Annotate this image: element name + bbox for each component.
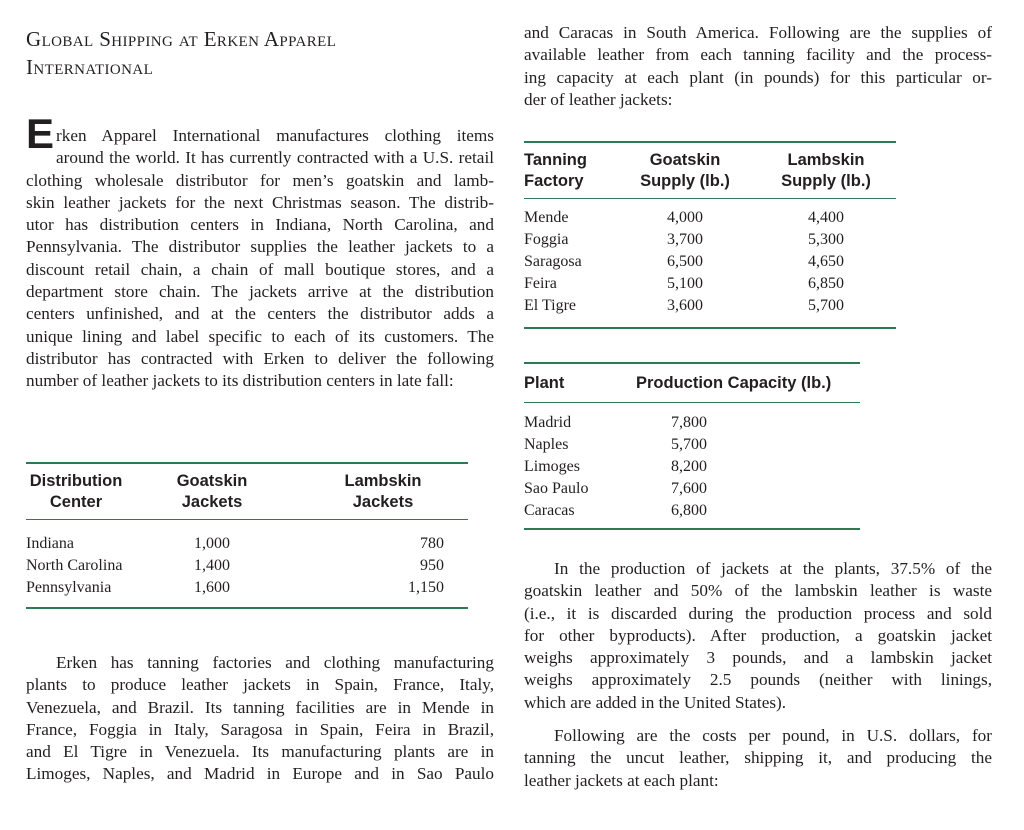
case-title-line-2: International [26,55,154,79]
drop-cap: E [26,110,55,157]
cell-lambskin-supply: 6,850 [808,275,844,292]
paragraph-line: plants to produce leather jackets in Spain, France, Italy, [26,675,494,695]
header-tanning-factory [524,150,614,192]
distribution-table-header [26,464,468,520]
table-row [524,229,896,251]
cell-factory: Feira [524,275,557,292]
header-line: Supply (lb.) [640,171,730,190]
table-row [524,434,860,456]
cell-plant: Caracas [524,502,575,519]
header-line: Distribution [29,471,123,490]
cell-capacity: 7,800 [671,414,707,431]
header-line: Lambskin [787,150,865,169]
intro-line: utor has distribution centers in Indiana, North Carolina, and [26,215,494,235]
intro-line: centers unfinished, and at the centers the distributor adds a [26,304,494,324]
paragraph-line: weighs approximately 3 pounds, and a lambskin jacket [524,648,992,668]
cell-factory: Mende [524,209,569,226]
paragraph-line: for other byproducts). After production, a goatskin jacket [524,625,992,645]
intro-line: number of leather jackets to its distribution centers in late fall: [26,371,454,391]
header-line: Lambskin [344,471,422,490]
table-row [524,273,896,295]
paragraph-line: tanning the uncut leather, shipping it, and producing the [524,748,992,768]
cell-goatskin: 1,000 [194,535,230,552]
intro-line: rken Apparel International manufactures clothing items [56,126,494,145]
paragraph-line: goatskin leather and 50% of the lambskin leather is waste [524,581,992,601]
paragraph-line: (i.e., it is discarded during the production process and sold [524,603,992,623]
table-row [26,555,468,577]
distribution-table [26,462,468,609]
cell-factory: Foggia [524,231,569,248]
cell-lambskin-supply: 4,400 [808,209,844,226]
header-distribution-center [26,471,126,513]
intro-line: clothing wholesale distributor for men’s goatskin and lamb- [26,170,494,190]
header-plant: Plant [524,373,565,392]
paragraph-line: ing capacity at each plant (in pounds) for this particular or- [524,67,992,87]
paragraph-line: Erken has tanning factories and clothing manufacturing [56,653,494,672]
distribution-table-body [26,520,468,607]
cell-center: Pennsylvania [26,579,112,596]
cell-capacity: 5,700 [671,436,707,453]
cell-goatskin-supply: 5,100 [667,275,703,292]
cell-lambskin: 1,150 [408,579,444,596]
header-goatskin-supply [614,150,756,192]
header-line: Factory [524,171,584,190]
paragraph-line: which are added in the United States). [524,692,787,712]
paragraph-line: weighs approximately 2.5 pounds (neither with linings, [524,670,992,690]
header-line: Tanning [524,150,587,169]
table-row [524,207,896,229]
paragraph-3 [524,558,992,714]
cell-plant: Sao Paulo [524,480,589,497]
header-line: Jackets [181,492,243,511]
tanning-table-header [524,143,896,199]
plant-capacity-table [524,362,860,530]
cell-goatskin-supply: 3,600 [667,297,703,314]
header-lambskin-jackets [298,471,468,513]
cell-goatskin: 1,400 [194,557,230,574]
header-line: Goatskin [176,471,248,490]
table-row [524,295,896,317]
cell-lambskin-supply: 4,650 [808,253,844,270]
cell-center: North Carolina [26,557,123,574]
intro-paragraph [26,112,494,393]
cell-factory: El Tigre [524,297,577,314]
case-title-line-1: Global Shipping at Erken Apparel [26,27,337,51]
cell-lambskin-supply: 5,300 [808,231,844,248]
table-row [524,456,860,478]
intro-line: discount retail chain, a chain of mall boutique stores, and a [26,259,494,279]
case-title [26,25,336,81]
cell-capacity: 7,600 [671,480,707,497]
paragraph-line: Venezuela, and Brazil. Its tanning facilities are in Mende in [26,697,494,717]
cell-goatskin-supply: 4,000 [667,209,703,226]
cell-plant: Madrid [524,414,572,431]
paragraph-line: In the production of jackets at the plants, 37.5% of the [554,559,992,578]
header-line: Goatskin [649,150,721,169]
cell-lambskin: 950 [420,557,444,574]
cell-goatskin-supply: 3,700 [667,231,703,248]
intro-line: Pennsylvania. The distributor supplies the leather jackets to a [26,237,494,257]
header-lambskin-supply [756,150,896,192]
paragraph-line: France, Foggia in Italy, Saragosa in Spain, Feira in Brazil, [26,719,494,739]
table-row [524,412,860,434]
header-goatskin-jackets [126,471,298,513]
header-line: Center [49,492,103,511]
intro-line: distributor has contracted with Erken to deliver the following [26,348,494,368]
paragraph-line: leather jackets at each plant: [524,770,719,790]
plant-table-body [524,403,860,528]
paragraph-2-continued [524,22,992,111]
cell-capacity: 8,200 [671,458,707,475]
paragraph-line: and Caracas in South America. Following are the supplies of [524,23,992,42]
cell-plant: Limoges [524,458,580,475]
paragraph-line: Following are the costs per pound, in U.S. dollars, for [554,726,992,745]
header-line: Supply (lb.) [781,171,871,190]
tanning-table-body [524,199,896,327]
table-row [524,478,860,500]
paragraph-line: der of leather jackets: [524,89,673,109]
tanning-supply-table [524,141,896,329]
paragraph-4 [524,725,992,792]
cell-center: Indiana [26,535,74,552]
table-row [524,500,860,522]
intro-line: around the world. It has currently contracted with a U.S. retail [56,148,494,168]
cell-goatskin: 1,600 [194,579,230,596]
cell-capacity: 6,800 [671,502,707,519]
paragraph-line: Limoges, Naples, and Madrid in Europe and in Sao Paulo [26,764,494,784]
cell-lambskin-supply: 5,700 [808,297,844,314]
table-row [26,577,468,599]
intro-line: unique lining and label specific to each of its customers. The [26,326,494,346]
paragraph-2 [26,652,494,786]
cell-goatskin-supply: 6,500 [667,253,703,270]
cell-plant: Naples [524,436,569,453]
paragraph-line: and El Tigre in Venezuela. Its manufacturing plants are in [26,742,494,762]
table-row [524,251,896,273]
header-production-capacity: Production Capacity (lb.) [636,373,832,392]
cell-factory: Saragosa [524,253,582,270]
cell-lambskin: 780 [420,535,444,552]
paragraph-line: available leather from each tanning facility and the process- [524,45,992,65]
header-line: Jackets [352,492,414,511]
intro-line: skin leather jackets for the next Christmas season. The distrib- [26,192,494,212]
table-row [26,533,468,555]
plant-table-header [524,364,860,403]
intro-line: department store chain. The jackets arrive at the distribution [26,282,494,302]
